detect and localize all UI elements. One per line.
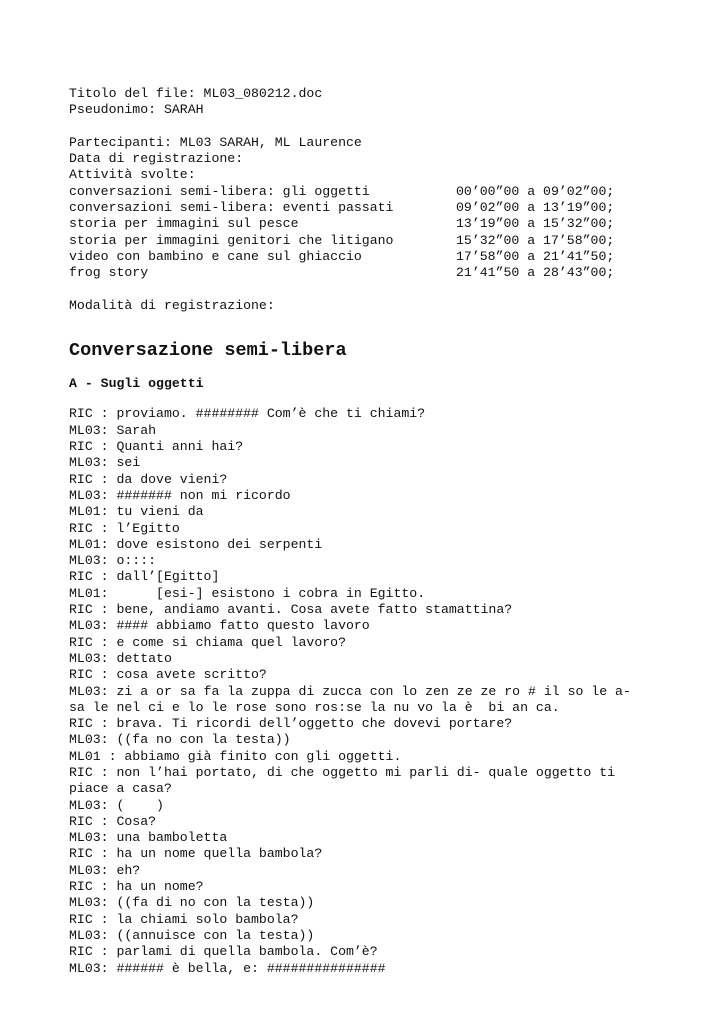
transcript-line: ML01: [esi-] esistono i cobra in Egitto. [69,585,426,601]
section-title: Conversazione semi-libera [69,340,347,362]
activity-row [69,216,669,232]
transcript-line: ML03: ###### è bella, e: ############### [69,960,386,976]
transcript-line: RIC : brava. Ti ricordi dell’oggetto che dovevi portare? [69,716,513,732]
spacer [69,119,669,135]
activity-time-range: 15’32”00 a 17’58”00; [456,232,615,248]
transcript-line: RIC : la chiami solo bambola? [69,911,299,927]
transcript-line: RIC : parlami di quella bambola. Com’è? [69,944,378,960]
transcript-line: ML03: una bamboletta [69,830,228,846]
transcript-line: ML01: tu vieni da [69,504,204,520]
transcript-line: ML01: dove esistono dei serpenti [69,536,323,552]
transcript-line: ML03: #### abbiamo fatto questo lavoro [69,618,370,634]
transcript-line: ML03: eh? [69,862,141,878]
transcript-line: RIC : non l’hai portato, di che oggetto mi parli di- quale oggetto ti piace a casa? [69,764,616,797]
transcript-line: RIC : cosa avete scritto? [69,667,267,683]
participants: Partecipanti: ML03 SARAH, ML Laurence [69,134,362,150]
transcript-line: ML03: zi a or sa fa la zuppa di zucca con lo zen ze ze ro # il so le a- sa le nel ci e lo le rose sono ros:se la nu vo la è bi an ca. [69,683,631,715]
file-title: Titolo del file: ML03_080212.doc [69,86,323,101]
activity-description: conversazioni semi-libera: gli oggetti [69,183,370,199]
activity-time-range: 13’19”00 a 15’32”00; [456,216,615,232]
activity-time-range: 21’41”50 a 28’43”00; [456,265,615,281]
recording-date: Data di registrazione: [69,151,244,167]
transcript-line: ML03: ####### non mi ricordo [69,487,291,503]
transcript [69,406,669,976]
transcript-line: ML01 : abbiamo già finito con gli oggetti. [69,748,402,764]
activity-description: conversazioni semi-libera: eventi passati [69,200,394,216]
activity-time-range: 09’02”00 a 13’19”00; [456,200,615,216]
activity-description: video con bambino e cane sul ghiaccio [69,248,362,264]
transcript-line: RIC : bene, andiamo avanti. Cosa avete fatto stamattina? [69,602,513,618]
transcript-line: ML03: ( ) [69,797,164,813]
activity-row [69,265,669,281]
transcript-line: ML03: ((fa di no con la testa)) [69,895,315,911]
transcript-line: RIC : ha un nome quella bambola? [69,846,323,862]
transcript-line: RIC : dall’[Egitto] [69,569,220,585]
activity-time-range: 00’00”00 a 09’02”00; [456,183,615,199]
transcript-line: ML03: ((fa no con la testa)) [69,732,291,748]
transcript-line: ML03: sei [69,455,141,471]
activity-row [69,200,669,216]
transcript-line: RIC : da dove vieni? [69,471,228,487]
transcript-line: ML03: ((annuisce con la testa)) [69,927,315,943]
transcript-line: RIC : proviamo. ######## Com’è che ti chiami? [69,406,426,422]
activity-description: frog story [69,265,149,281]
activity-row [69,184,669,200]
transcript-line: RIC : ha un nome? [69,879,204,895]
transcript-line: ML03: o:::: [69,553,157,569]
activity-time-range: 17’58”00 a 21’41”50; [456,248,615,264]
transcript-line: RIC : Cosa? [69,813,157,829]
transcript-line: ML03: dettato [69,650,172,666]
spacer [69,282,669,298]
recording-mode: Modalità di registrazione: [69,297,275,313]
transcript-line: RIC : Quanti anni hai? [69,439,244,455]
activities-list [69,184,669,282]
document-page [69,86,669,977]
transcript-line: RIC : l’Egitto [69,520,180,536]
activity-row [69,233,669,249]
activity-description: storia per immagini sul pesce [69,216,299,232]
subsection-title: A - Sugli oggetti [69,376,204,392]
pseudonym: Pseudonimo: SARAH [69,102,204,118]
transcript-line: RIC : e come si chiama quel lavoro? [69,634,346,650]
activities-heading: Attività svolte: [69,167,196,183]
activity-description: storia per immagini genitori che litigano [69,232,394,248]
transcript-line: ML03: Sarah [69,422,157,438]
activity-row [69,249,669,265]
